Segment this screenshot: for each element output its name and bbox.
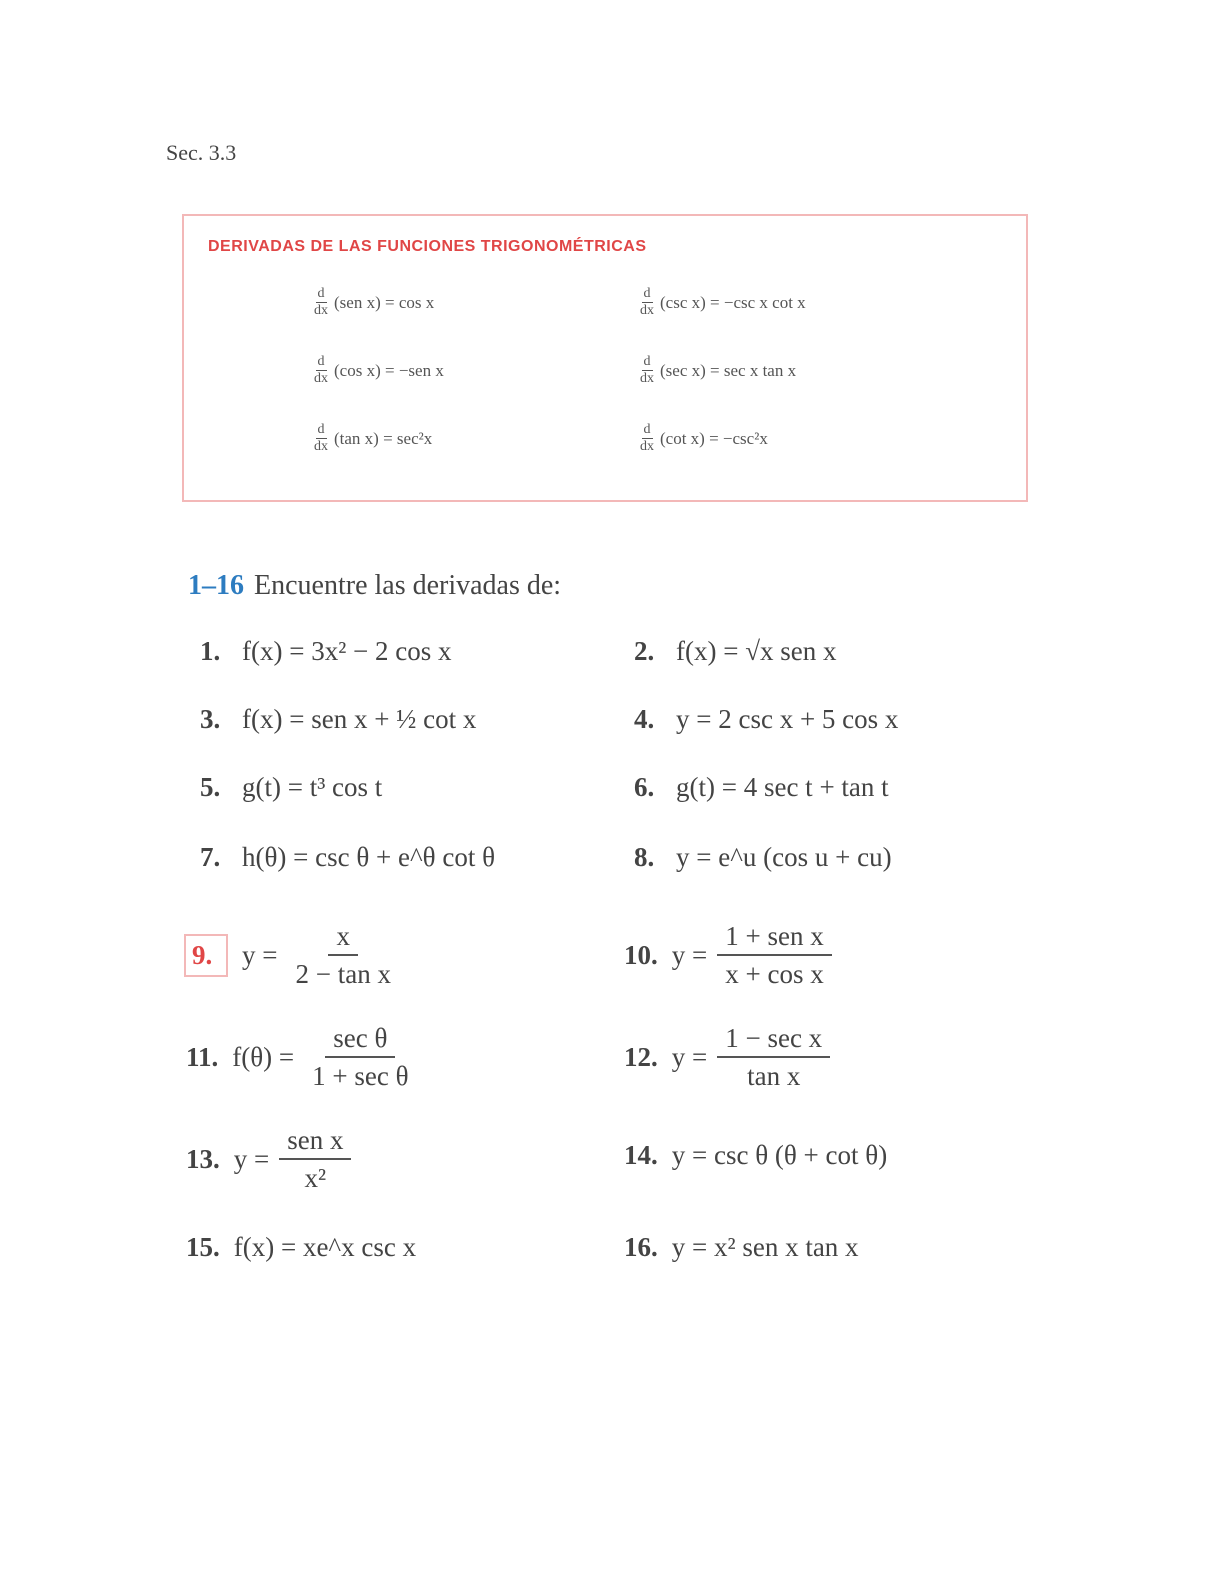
exercise-header bbox=[188, 570, 561, 602]
formula-tan: $\frac{d}{dx}$ (tan x) = sec²x bbox=[314, 422, 433, 454]
formula-sec: $\frac{d}{dx}$ (sec x) = sec x tan x bbox=[640, 354, 797, 386]
exercise-4: 4. y = 2 csc x + 5 cos x bbox=[634, 704, 899, 734]
exercise-16: 16. y = x² sen x tan x bbox=[624, 1232, 859, 1262]
d-dx: $\frac{d}{dx}$ bbox=[314, 422, 328, 454]
exercise-2: 2. f(x) = √x sen x bbox=[634, 636, 837, 666]
trig-derivatives-box bbox=[182, 214, 1028, 502]
exercise-14: 14. y = csc θ (θ + cot θ) bbox=[624, 1140, 888, 1170]
exercise-6: 6. g(t) = 4 sec t + tan t bbox=[634, 772, 889, 802]
section-label: Sec. 3.3 bbox=[166, 140, 237, 165]
exercise-12: 12. y = $\frac{\text{1 − sec x}}{\text{tan x}}$ bbox=[624, 1020, 830, 1094]
exercise-10: 10. y = $\frac{\text{1 + sen x}}{\text{x + cos x}}$ bbox=[624, 918, 832, 992]
fraction: $\frac{\text{1 + sen x}}{\text{x + cos x}}$ bbox=[717, 918, 831, 992]
fraction: $\frac{x}{\text{2 − tan x}}$ bbox=[287, 918, 398, 992]
fraction: $\frac{\text{sen x}}{\text{x²}}$ bbox=[279, 1122, 351, 1196]
d-dx: $\frac{d}{dx}$ bbox=[640, 286, 654, 318]
formula-cot: $\frac{d}{dx}$ (cot x) = −csc²x bbox=[640, 422, 768, 454]
exercise-range: 1–16 bbox=[188, 570, 244, 601]
exercise-15: 15. f(x) = xe^x csc x bbox=[186, 1232, 417, 1262]
d-dx: $\frac{d}{dx}$ bbox=[314, 354, 328, 386]
formula-cos: $\frac{d}{dx}$ (cos x) = −sen x bbox=[314, 354, 444, 386]
exercise-11: 11. f(θ) = $\frac{\text{sec θ}}{\text{1 + sec θ}}$ bbox=[186, 1020, 417, 1094]
d-dx: $\frac{d}{dx}$ bbox=[640, 354, 654, 386]
exercise-8: 8. y = e^u (cos u + cu) bbox=[634, 842, 892, 872]
formula-sen: $\frac{d}{dx}$ (sen x) = cos x bbox=[314, 286, 435, 318]
d-dx: $\frac{d}{dx}$ bbox=[314, 286, 328, 318]
exercise-5: 5. g(t) = t³ cos t bbox=[200, 772, 383, 802]
exercise-7: 7. h(θ) = csc θ + e^θ cot θ bbox=[200, 842, 496, 872]
exercise-instruction: Encuentre las derivadas de: bbox=[254, 570, 562, 601]
exercise-3: 3. f(x) = sen x + ½ cot x bbox=[200, 704, 477, 734]
d-dx: $\frac{d}{dx}$ bbox=[640, 422, 654, 454]
exercise-13: 13. y = $\frac{\text{sen x}}{\text{x²}}$ bbox=[186, 1122, 351, 1196]
fraction: $\frac{\text{1 − sec x}}{\text{tan x}}$ bbox=[717, 1020, 830, 1094]
fraction: $\frac{\text{sec θ}}{\text{1 + sec θ}}$ bbox=[304, 1020, 416, 1094]
box-title: DERIVADAS DE LAS FUNCIONES TRIGONOMÉTRICAS bbox=[208, 238, 647, 255]
exercise-9: 9. y = $\frac{x}{\text{2 − tan x}}$ bbox=[184, 918, 399, 992]
highlighted-exercise-number: 9. bbox=[184, 934, 228, 977]
exercise-1: 1. f(x) = 3x² − 2 cos x bbox=[200, 636, 452, 666]
formula-csc: $\frac{d}{dx}$ (csc x) = −csc x cot x bbox=[640, 286, 806, 318]
